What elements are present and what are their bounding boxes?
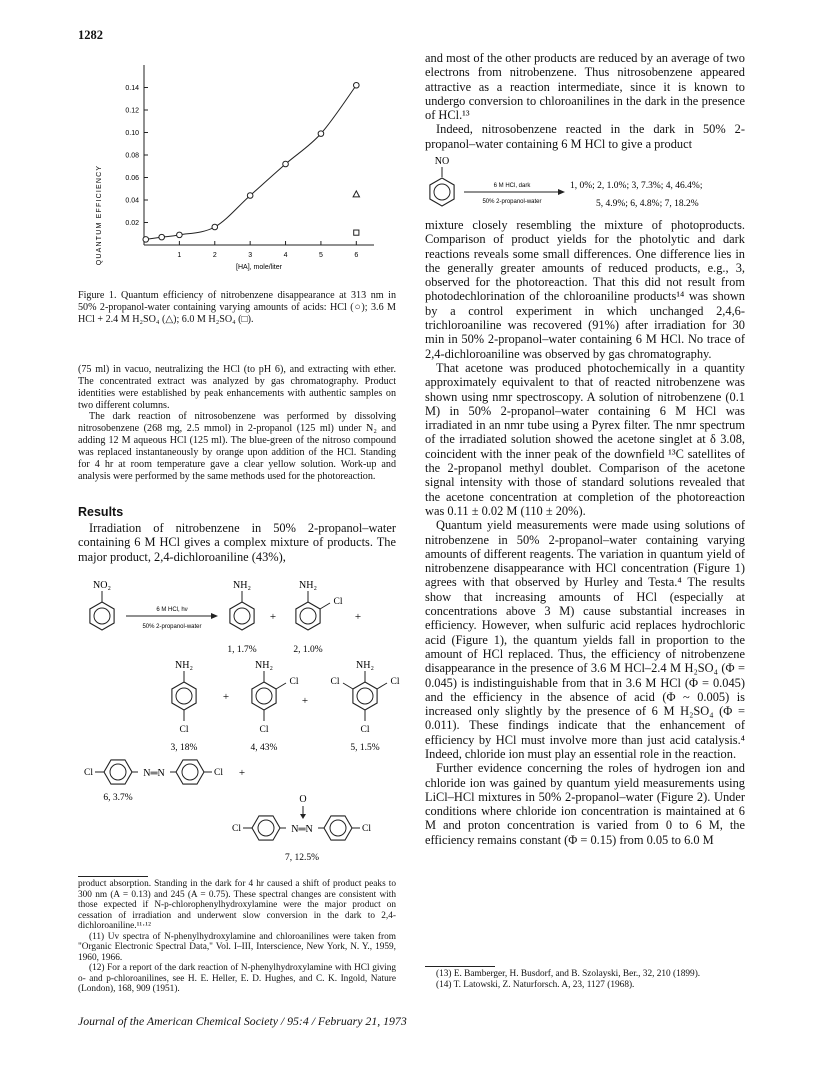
benzene-ring-icon: [230, 602, 254, 630]
cl-label: Cl: [259, 725, 269, 735]
benzene-ring-icon: [252, 682, 276, 710]
y-tick-label: 0.12: [125, 107, 139, 115]
scheme1-reagent-top: 6 M HCl, hν: [156, 607, 188, 613]
footnote-14: (14) T. Latowski, Z. Naturforsch. A, 23, 1127 (1968).: [436, 979, 635, 990]
scheme-2: [420, 153, 750, 215]
nh2-label: NH₂: [299, 580, 317, 591]
product-3-label: 3, 18%: [170, 743, 198, 753]
data-point-triangle: [353, 191, 359, 197]
experimental-text: [78, 364, 396, 482]
benzene-ring-icon: [172, 682, 196, 710]
right-column-main: [425, 218, 745, 847]
y-axis-label: QUANTUM EFFICIENCY: [96, 164, 103, 266]
right-column-top: [425, 51, 745, 151]
figure-1-caption: Figure 1. Quantum efficiency of nitrobenzene disappearance at 313 nm in 50% 2-propanol-water containing varying amounts of acids: HCl (○); 3.6 M HCl + 2.4 M H₂SO₄ (△); 6.0 M H₂SO₄ (□).: [78, 290, 396, 325]
nh2-label: NH₂: [233, 580, 251, 591]
cl-label: Cl: [289, 677, 299, 687]
x-tick-label: 3: [248, 252, 253, 259]
cl-label: Cl: [360, 725, 370, 735]
figure-1-chart: [84, 55, 394, 285]
benzene-ring-icon: [90, 602, 114, 630]
benzene-ring-icon: [353, 682, 377, 710]
plus-sign: +: [354, 611, 362, 623]
no2-label: NO₂: [93, 580, 111, 591]
y-tick-label: 0.10: [125, 130, 139, 137]
nh2-label: NH₂: [175, 660, 193, 671]
oxygen-label: O: [299, 794, 307, 805]
paragraph-2: Indeed, nitrosobenzene reacted in the dark in 50% 2-propanol–water containing 6 M HCl to give a product: [425, 122, 745, 151]
page-number: 1282: [78, 28, 103, 42]
paragraph-1: and most of the other products are reduced by an average of two electrons from nitrobenzene. Thus nitrosobenzene appeared attractive as a reaction intermediate, since it is known to undergo conversion to chloroanilines in the dark in the presence of HCl.¹³: [425, 51, 745, 123]
y-tick-label: 0.04: [125, 197, 139, 205]
plus-sign: +: [238, 767, 246, 779]
benzene-ring-icon: [430, 178, 454, 206]
right-footnotes: [425, 969, 745, 990]
paragraph-5: Quantum yield measurements were made using solutions of nitrobenzene in 50% 2-propanol–water containing varying amounts of different reagents. The variation in quantum yield of nitrobenzene disappearance with HCl concentration (Figure 1) agrees with that observed by Hurley and Testa.⁴ The results show that increasing amounts of HCl (especially at concentrations above 3 M) cause substantial increases in efficiency. However, when sulfuric acid replaces hydrochloric acid (Figure 1), the quantum yields fall in proportion to the amount of HCl replaced. Thus, the efficiency of nitrobenzene disappearance in the presence of 3.6 M HCl–2.4 M H₂SO₄ (Φ = 0.045) is indistinguishable from that in 3.6 M HCl (Φ = 0.045) and the efficiency in the absence of acid (Φ ~ 0.005) is increased only slightly by the presence of 6 M H₂SO₄ (Φ = 0.011). These findings indicate that the enhancement of efficiency by HCl must involve more than just acid catalysis.⁴ Indeed, chloride ion must play an essential role in the reaction.: [425, 518, 745, 761]
footnote-13: (13) E. Bamberger, H. Busdorf, and B. Szolayski, Ber., 32, 210 (1899).: [436, 969, 701, 979]
data-point-square: [354, 230, 359, 235]
azo-label: N═N: [143, 768, 165, 779]
product-5-label: 5, 1.5%: [350, 743, 380, 753]
data-curve: [146, 85, 357, 239]
x-tick-label: 5: [318, 252, 323, 259]
data-point-circle: [212, 224, 218, 230]
x-tick-label: 2: [212, 252, 217, 259]
data-point-circle: [318, 131, 324, 137]
scheme2-yields-line2: 5, 4.9%; 6, 4.8%; 7, 18.2%: [596, 199, 699, 209]
scheme-1: [76, 574, 406, 864]
cl-label: Cl: [362, 824, 371, 834]
cl-label: Cl: [84, 768, 93, 778]
footnote-rule: [78, 876, 148, 877]
benzene-ring-icon: [104, 760, 132, 784]
dark-reaction-paragraph: The dark reaction of nitrosobenzene was performed by dissolving nitrosobenzene (268 mg, 2.5 mmol) in 2-propanol (125 ml) under N₂ and adding 12 M aqueous HCl (125 ml). The blue-green of the nitroso compound was replaced instantaneously by orange upon addition of the HCl. Standing for 4 hr at room temperature gave a clear yellow solution. Work-up and analysis were performed by the same methods used for the photoreaction.: [78, 411, 396, 482]
cl-label: Cl: [232, 824, 241, 834]
plus-sign: +: [222, 691, 230, 703]
x-tick-label: 4: [283, 252, 288, 259]
data-point-circle: [143, 237, 149, 243]
nh2-label: NH₂: [255, 660, 273, 671]
nh2-label: NH₂: [356, 660, 374, 671]
scheme2-reagent-top: 6 M HCl, dark: [493, 183, 531, 189]
product-6-label: 6, 3.7%: [103, 793, 133, 803]
data-point-circle: [159, 234, 165, 240]
benzene-ring-icon: [176, 760, 204, 784]
y-tick-label: 0.08: [125, 152, 139, 160]
benzene-ring-icon: [252, 816, 280, 840]
product-1-label: 1, 1.7%: [227, 645, 257, 655]
footnote-rule: [425, 966, 495, 967]
plus-sign: +: [301, 695, 309, 707]
data-point-circle: [283, 161, 289, 167]
footnote-continuation: product absorption. Standing in the dark for 4 hr caused a shift of product peaks to 300 nm (A = 0.13) and 245 (A = 0.75). These spectral changes are consistent with those expected if N-p-chlorophenylhydroxylamine were the major product on cessation of irradiation and underwent slow conversion in the dark to 2,4-dichloroaniline.¹¹·¹²: [78, 879, 396, 931]
benzene-ring-icon: [296, 602, 320, 630]
y-tick-label: 0.06: [125, 175, 139, 182]
journal-footer: Journal of the American Chemical Society / 95:4 / February 21, 1973: [78, 1014, 407, 1028]
x-tick-label: 1: [177, 252, 182, 259]
scheme2-reagent-bottom: 50% 2-propanol-water: [482, 199, 542, 205]
scheme1-reagent-bottom: 50% 2-propanol-water: [142, 624, 202, 630]
cl-label: Cl: [214, 768, 223, 778]
results-paragraph: Irradiation of nitrobenzene in 50% 2-propanol–water containing 6 M HCl gives a complex mixture of products. The major product, 2,4-dichloroaniline (43%),: [78, 521, 396, 564]
benzene-ring-icon: [324, 816, 352, 840]
product-4-label: 4, 43%: [250, 743, 278, 753]
paragraph-6: Further evidence concerning the roles of hydrogen ion and chloride ion was gained by quantum yield measurements using LiCl–HCl mixtures in 50% 2-propanol–water (Figure 2). Under conditions where chloride ion concentration is maintained at 6 M and proton concentration is varied from 0 to 6 M, the efficiency remains constant (Φ = 0.15) from 0.05 to 6.0 M: [425, 761, 745, 847]
method-paragraph: (75 ml) in vacuo, neutralizing the HCl (to pH 6), and extracting with ether. The concentrated extract was analyzed by gas chromatography. Product identities were established by peak enhancements with authentic samples on two different columns.: [78, 364, 396, 411]
no-label: NO: [434, 156, 450, 167]
y-tick-label: 0.02: [125, 220, 139, 227]
y-tick-label: 0.14: [125, 85, 139, 92]
footnote-12: (12) For a report of the dark reaction of N-phenylhydroxylamine with HCl giving o- and p-chloroanilines, see H. E. Heller, E. D. Hughes, and C. K. Ingold, Nature (London), 168, 909 (1951).: [78, 963, 396, 994]
product-7-label: 7, 12.5%: [284, 853, 320, 863]
data-point-circle: [247, 193, 253, 199]
cl-label: Cl: [333, 597, 343, 607]
left-footnotes: [78, 879, 396, 995]
cl-label: Cl: [390, 677, 400, 687]
results-heading: Results: [78, 505, 124, 519]
azoxy-label: N═N: [291, 824, 313, 835]
cl-label: Cl: [330, 677, 340, 687]
data-point-circle: [354, 82, 360, 88]
plus-sign: +: [269, 611, 277, 623]
data-point-circle: [177, 232, 183, 238]
cl-label: Cl: [179, 725, 189, 735]
paragraph-3: mixture closely resembling the mixture of photoproducts. Comparison of product yields for the photolytic and dark reactions reveals some small differences. One difference lies in the generally greater amounts of reduced products, e.g., 3, observed for the photoreaction. That this did not result from photodechlorination of the chloroaniline products¹⁴ was shown by a control experiment in which unchanged 2,4,6-trichloroaniline was recovered (91%) after irradiation for 30 min in 50% 2-propanol–water containing 6 M HCl. No trace of 2,4-dichloroaniline was observed by gas chromatography.: [425, 218, 745, 361]
scheme2-yields-line1: 1, 0%; 2, 1.0%; 3, 7.3%; 4, 46.4%;: [570, 181, 703, 191]
product-2-label: 2, 1.0%: [293, 645, 323, 655]
paragraph-4: That acetone was produced photochemically in a quantity approximately equivalent to that of reacted nitrobenzene was shown using nmr spectroscopy. A solution of nitrobenzene (0.1 M) in 50% 2-propanol–water containing 6 M HCl was irradiated in an nmr tube using a Pyrex filter. The nmr spectrum of the irradiated solution showed the acetone singlet at δ 3.08, coincident with the inner peak of the downfield ¹³C satellites of the 2-propanol methyl doublet. Comparison of the acetone signal intensity with those of standard solutions revealed that the acetone concentration at completion of the photoreaction was 0.11 ± 0.02 M (110 ± 20%).: [425, 360, 745, 518]
footnote-11: (11) Uv spectra of N-phenylhydroxylamine and chloroanilines were taken from "Organic Electronic Spectral Data," Vol. I–III, Interscience, New York, N. Y., 1959, 1960, 1966.: [78, 931, 396, 963]
x-axis-label: [HA], mole/liter: [236, 264, 282, 271]
x-tick-label: 6: [354, 252, 359, 259]
